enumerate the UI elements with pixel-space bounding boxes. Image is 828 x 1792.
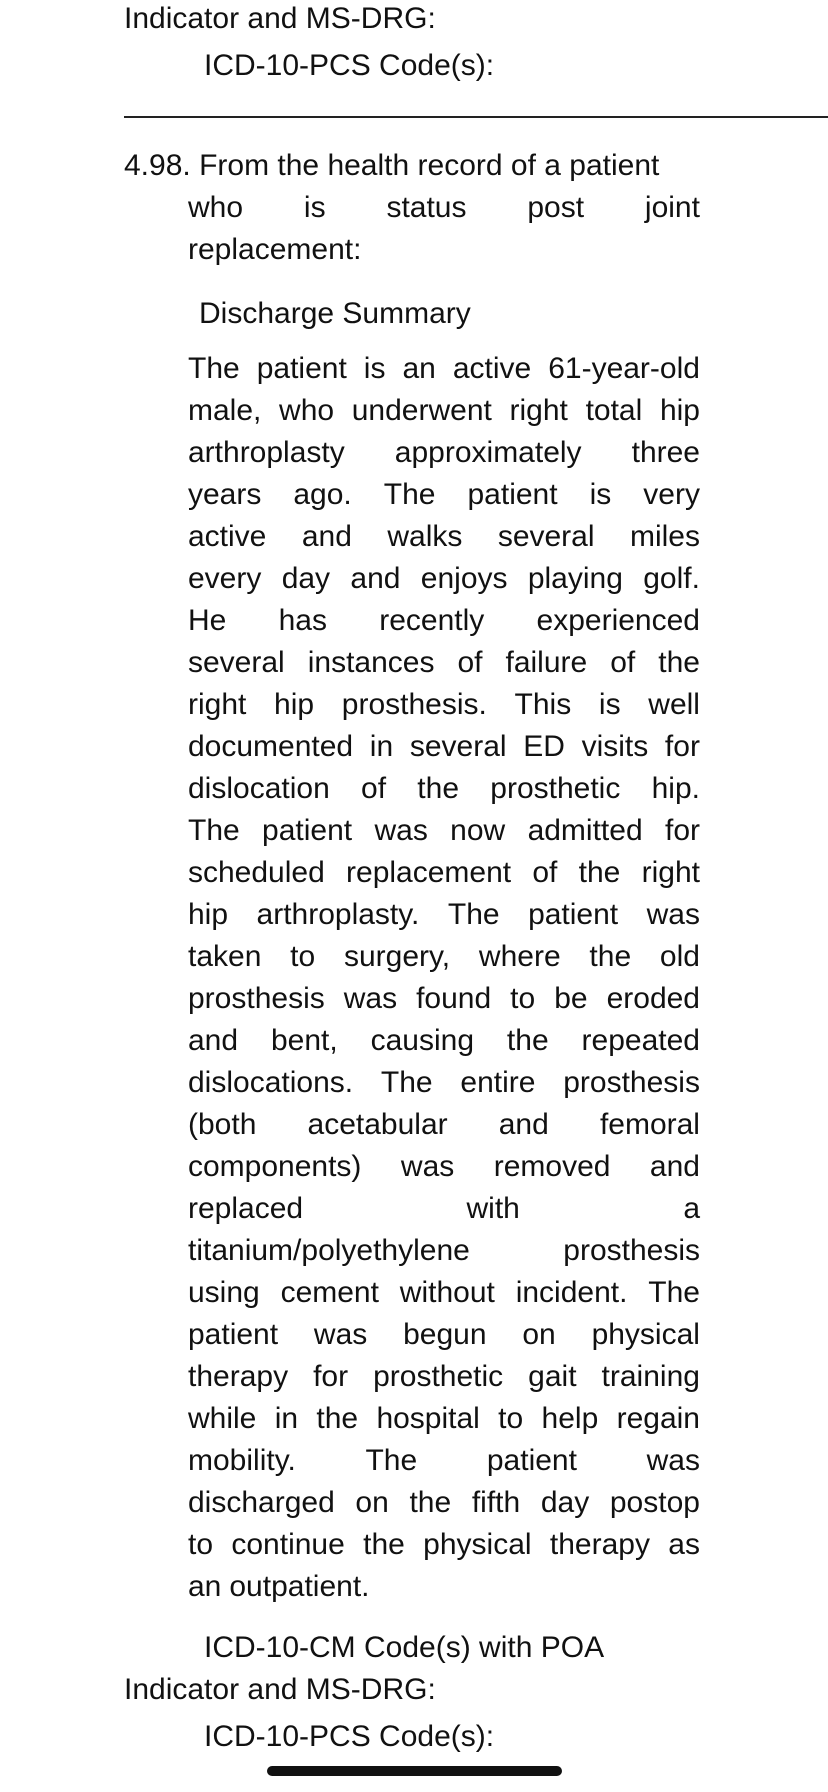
text-word: was xyxy=(374,814,428,847)
text-word: recently xyxy=(379,604,485,637)
text-word: prosthesis xyxy=(563,1066,700,1099)
text-word: three xyxy=(631,436,700,469)
text-word: continue xyxy=(231,1528,345,1561)
text-line xyxy=(188,1230,700,1272)
text-word: and xyxy=(301,520,352,553)
text-word: enjoys xyxy=(420,562,508,595)
text-word: therapy xyxy=(549,1528,650,1561)
text-word: as xyxy=(668,1528,700,1561)
question-number: 4.98. xyxy=(124,149,191,182)
text-word: patient xyxy=(188,1318,279,1351)
previous-indicator-label: Indicator and MS-DRG: xyxy=(124,2,436,35)
prompt-word: joint xyxy=(644,191,700,224)
text-word: of xyxy=(457,646,483,679)
text-word: surgery, xyxy=(343,940,451,973)
text-word: bent, xyxy=(270,1024,338,1057)
cm-code-label: ICD-10-CM Code(s) with POA xyxy=(204,1631,605,1664)
text-word: acetabular xyxy=(307,1108,448,1141)
text-word: prosthesis xyxy=(563,1234,700,1267)
text-word: prosthetic xyxy=(490,772,621,805)
text-word: The xyxy=(380,1066,433,1099)
text-word: discharged xyxy=(188,1486,335,1519)
text-word: to xyxy=(290,940,316,973)
text-word: several xyxy=(497,520,595,553)
text-word: entire xyxy=(460,1066,536,1099)
text-word: active xyxy=(452,352,532,385)
text-line xyxy=(188,1062,700,1104)
text-word: who xyxy=(279,394,335,427)
text-word: the xyxy=(658,646,700,679)
text-word: The xyxy=(188,814,240,847)
text-word: He xyxy=(188,604,227,637)
text-word: ED xyxy=(523,730,565,763)
text-word: instances xyxy=(307,646,435,679)
text-word: years xyxy=(188,478,262,511)
text-word: is xyxy=(598,688,621,721)
text-word: The xyxy=(648,1276,700,1309)
text-word: for xyxy=(313,1360,349,1393)
text-word: training xyxy=(601,1360,700,1393)
text-word: well xyxy=(648,688,700,721)
text-word: regain xyxy=(616,1402,700,1435)
text-word: is xyxy=(589,478,612,511)
text-word: to xyxy=(188,1528,214,1561)
text-word: day xyxy=(281,562,331,595)
text-word: dislocation xyxy=(188,772,330,805)
text-word: and xyxy=(350,562,401,595)
text-line xyxy=(188,516,700,558)
text-word: causing xyxy=(370,1024,475,1057)
text-word: active xyxy=(188,520,267,553)
text-line xyxy=(188,348,700,390)
text-line xyxy=(188,642,700,684)
text-word: patient xyxy=(486,1444,577,1477)
section-heading: Discharge Summary xyxy=(199,297,471,330)
text-word: is xyxy=(363,352,386,385)
question-prompt-start: From the health record of a patient xyxy=(199,149,660,182)
text-word: patient xyxy=(256,352,347,385)
text-line xyxy=(188,1146,700,1188)
text-word: 61-year-old xyxy=(548,352,700,385)
text-line xyxy=(188,810,700,852)
text-word: repeated xyxy=(581,1024,700,1057)
text-word: for xyxy=(664,730,700,763)
text-word: right xyxy=(641,856,700,889)
text-word: found xyxy=(416,982,492,1015)
text-word: right xyxy=(509,394,568,427)
text-word: using xyxy=(188,1276,260,1309)
text-word: in xyxy=(369,730,394,763)
text-word: The xyxy=(383,478,436,511)
text-word: patient xyxy=(262,814,353,847)
text-word: patient xyxy=(467,478,558,511)
text-word: replacement xyxy=(346,856,512,889)
text-line xyxy=(188,726,700,768)
text-word: underwent xyxy=(351,394,492,427)
text-word: the xyxy=(506,1024,549,1057)
text-word: of xyxy=(532,856,558,889)
text-line xyxy=(188,936,700,978)
pcs-code-label: ICD-10-PCS Code(s): xyxy=(204,1720,495,1753)
text-word: the xyxy=(589,940,632,973)
text-word: failure xyxy=(505,646,588,679)
text-word: of xyxy=(610,646,636,679)
text-line xyxy=(188,978,700,1020)
text-word: the xyxy=(316,1402,359,1435)
text-word: without xyxy=(399,1276,495,1309)
text-word: be xyxy=(554,982,588,1015)
text-word: on xyxy=(522,1318,556,1351)
text-word: approximately xyxy=(394,436,582,469)
text-word: the xyxy=(578,856,621,889)
text-word: to xyxy=(510,982,536,1015)
question-prompt-continuation xyxy=(188,187,700,271)
prompt-word: is xyxy=(303,191,326,224)
text-word: hip xyxy=(659,394,700,427)
text-word: the xyxy=(417,772,460,805)
text-word: every xyxy=(188,562,262,595)
text-word: components) xyxy=(188,1150,362,1183)
text-word: now xyxy=(450,814,506,847)
text-line xyxy=(188,1104,700,1146)
text-word: physical xyxy=(423,1528,532,1561)
question-prompt-line-2 xyxy=(188,187,700,229)
text-word: an xyxy=(402,352,436,385)
text-word: was xyxy=(646,898,700,931)
text-word: walks xyxy=(387,520,463,553)
text-word: eroded xyxy=(606,982,700,1015)
question-prompt-line-3: replacement: xyxy=(188,233,362,266)
answer-blank-line xyxy=(124,116,828,118)
text-word: and xyxy=(188,1024,239,1057)
text-word: gait xyxy=(528,1360,577,1393)
text-word: cement xyxy=(280,1276,379,1309)
text-word: prosthesis xyxy=(188,982,325,1015)
text-line xyxy=(188,558,700,600)
text-word: for xyxy=(664,814,700,847)
text-line xyxy=(188,1524,700,1566)
text-line xyxy=(188,1398,700,1440)
prompt-word: post xyxy=(527,191,585,224)
text-word: arthroplasty xyxy=(188,436,345,469)
text-word: male, xyxy=(188,394,262,427)
text-word: documented xyxy=(188,730,354,763)
text-word: ago. xyxy=(293,478,352,511)
text-word: This xyxy=(514,688,572,721)
text-word: replaced xyxy=(188,1192,304,1225)
text-line xyxy=(188,768,700,810)
text-word: and xyxy=(649,1150,700,1183)
text-word: physical xyxy=(591,1318,700,1351)
text-word: prosthetic xyxy=(373,1360,504,1393)
text-line xyxy=(188,1272,700,1314)
text-word: the xyxy=(409,1486,452,1519)
prompt-word: status xyxy=(386,191,467,224)
text-word: taken xyxy=(188,940,262,973)
text-word: hip xyxy=(188,898,229,931)
text-word: where xyxy=(478,940,561,973)
text-word: an xyxy=(188,1570,222,1603)
text-word: titanium/polyethylene xyxy=(188,1234,470,1267)
text-line xyxy=(188,1566,700,1608)
text-word: day xyxy=(540,1486,590,1519)
text-word: right xyxy=(188,688,247,721)
text-word: The xyxy=(188,352,240,385)
text-line xyxy=(188,1314,700,1356)
text-word: prosthesis. xyxy=(341,688,487,721)
text-word: arthroplasty. xyxy=(256,898,420,931)
text-word: (both xyxy=(188,1108,257,1141)
previous-pcs-code-label: ICD-10-PCS Code(s): xyxy=(204,49,495,82)
text-word: several xyxy=(188,646,285,679)
text-word: therapy xyxy=(188,1360,289,1393)
text-word: several xyxy=(409,730,507,763)
text-word: scheduled xyxy=(188,856,325,889)
text-word: was xyxy=(400,1150,455,1183)
text-word: miles xyxy=(629,520,700,553)
text-line xyxy=(188,1356,700,1398)
text-word: very xyxy=(643,478,700,511)
text-word: was xyxy=(313,1318,368,1351)
prompt-word: who xyxy=(188,191,244,224)
question-prompt xyxy=(124,145,700,271)
discharge-summary-text xyxy=(188,348,700,1608)
text-word: while xyxy=(188,1402,257,1435)
question-first-line xyxy=(124,145,700,187)
text-word: outpatient. xyxy=(229,1570,370,1603)
text-line xyxy=(188,1020,700,1062)
text-word: and xyxy=(498,1108,549,1141)
text-line xyxy=(188,600,700,642)
text-line xyxy=(188,894,700,936)
text-word: dislocations. xyxy=(188,1066,354,1099)
text-word: was xyxy=(343,982,398,1015)
text-line xyxy=(188,1188,700,1230)
text-word: incident. xyxy=(515,1276,628,1309)
text-line xyxy=(188,684,700,726)
text-word: old xyxy=(659,940,700,973)
text-word: The xyxy=(447,898,500,931)
text-word: admitted xyxy=(527,814,643,847)
text-word: removed xyxy=(493,1150,611,1183)
text-word: the xyxy=(363,1528,405,1561)
text-word: visits xyxy=(581,730,649,763)
text-word: patient xyxy=(528,898,619,931)
text-word: on xyxy=(355,1486,389,1519)
text-word: with xyxy=(466,1192,520,1225)
text-word: in xyxy=(274,1402,299,1435)
text-word: postop xyxy=(609,1486,700,1519)
text-line xyxy=(188,474,700,516)
text-line xyxy=(188,1482,700,1524)
text-word: was xyxy=(646,1444,700,1477)
text-word: of xyxy=(361,772,387,805)
text-word: hip xyxy=(274,688,315,721)
text-line xyxy=(188,432,700,474)
text-word: hospital xyxy=(376,1402,480,1435)
text-word: a xyxy=(683,1192,700,1225)
text-word: golf. xyxy=(643,562,700,595)
text-word: has xyxy=(278,604,327,637)
text-word: to xyxy=(498,1402,524,1435)
home-indicator-bar[interactable] xyxy=(267,1766,562,1776)
text-word: mobility. xyxy=(188,1444,296,1477)
text-word: hip. xyxy=(651,772,700,805)
text-word: experienced xyxy=(536,604,700,637)
text-line xyxy=(188,852,700,894)
text-word: The xyxy=(365,1444,418,1477)
text-word: fifth xyxy=(471,1486,521,1519)
text-word: help xyxy=(541,1402,599,1435)
text-word: playing xyxy=(527,562,623,595)
indicator-label: Indicator and MS-DRG: xyxy=(124,1673,436,1706)
text-line xyxy=(188,390,700,432)
text-word: begun xyxy=(403,1318,487,1351)
text-word: total xyxy=(585,394,643,427)
text-line xyxy=(188,1440,700,1482)
text-word: femoral xyxy=(599,1108,700,1141)
